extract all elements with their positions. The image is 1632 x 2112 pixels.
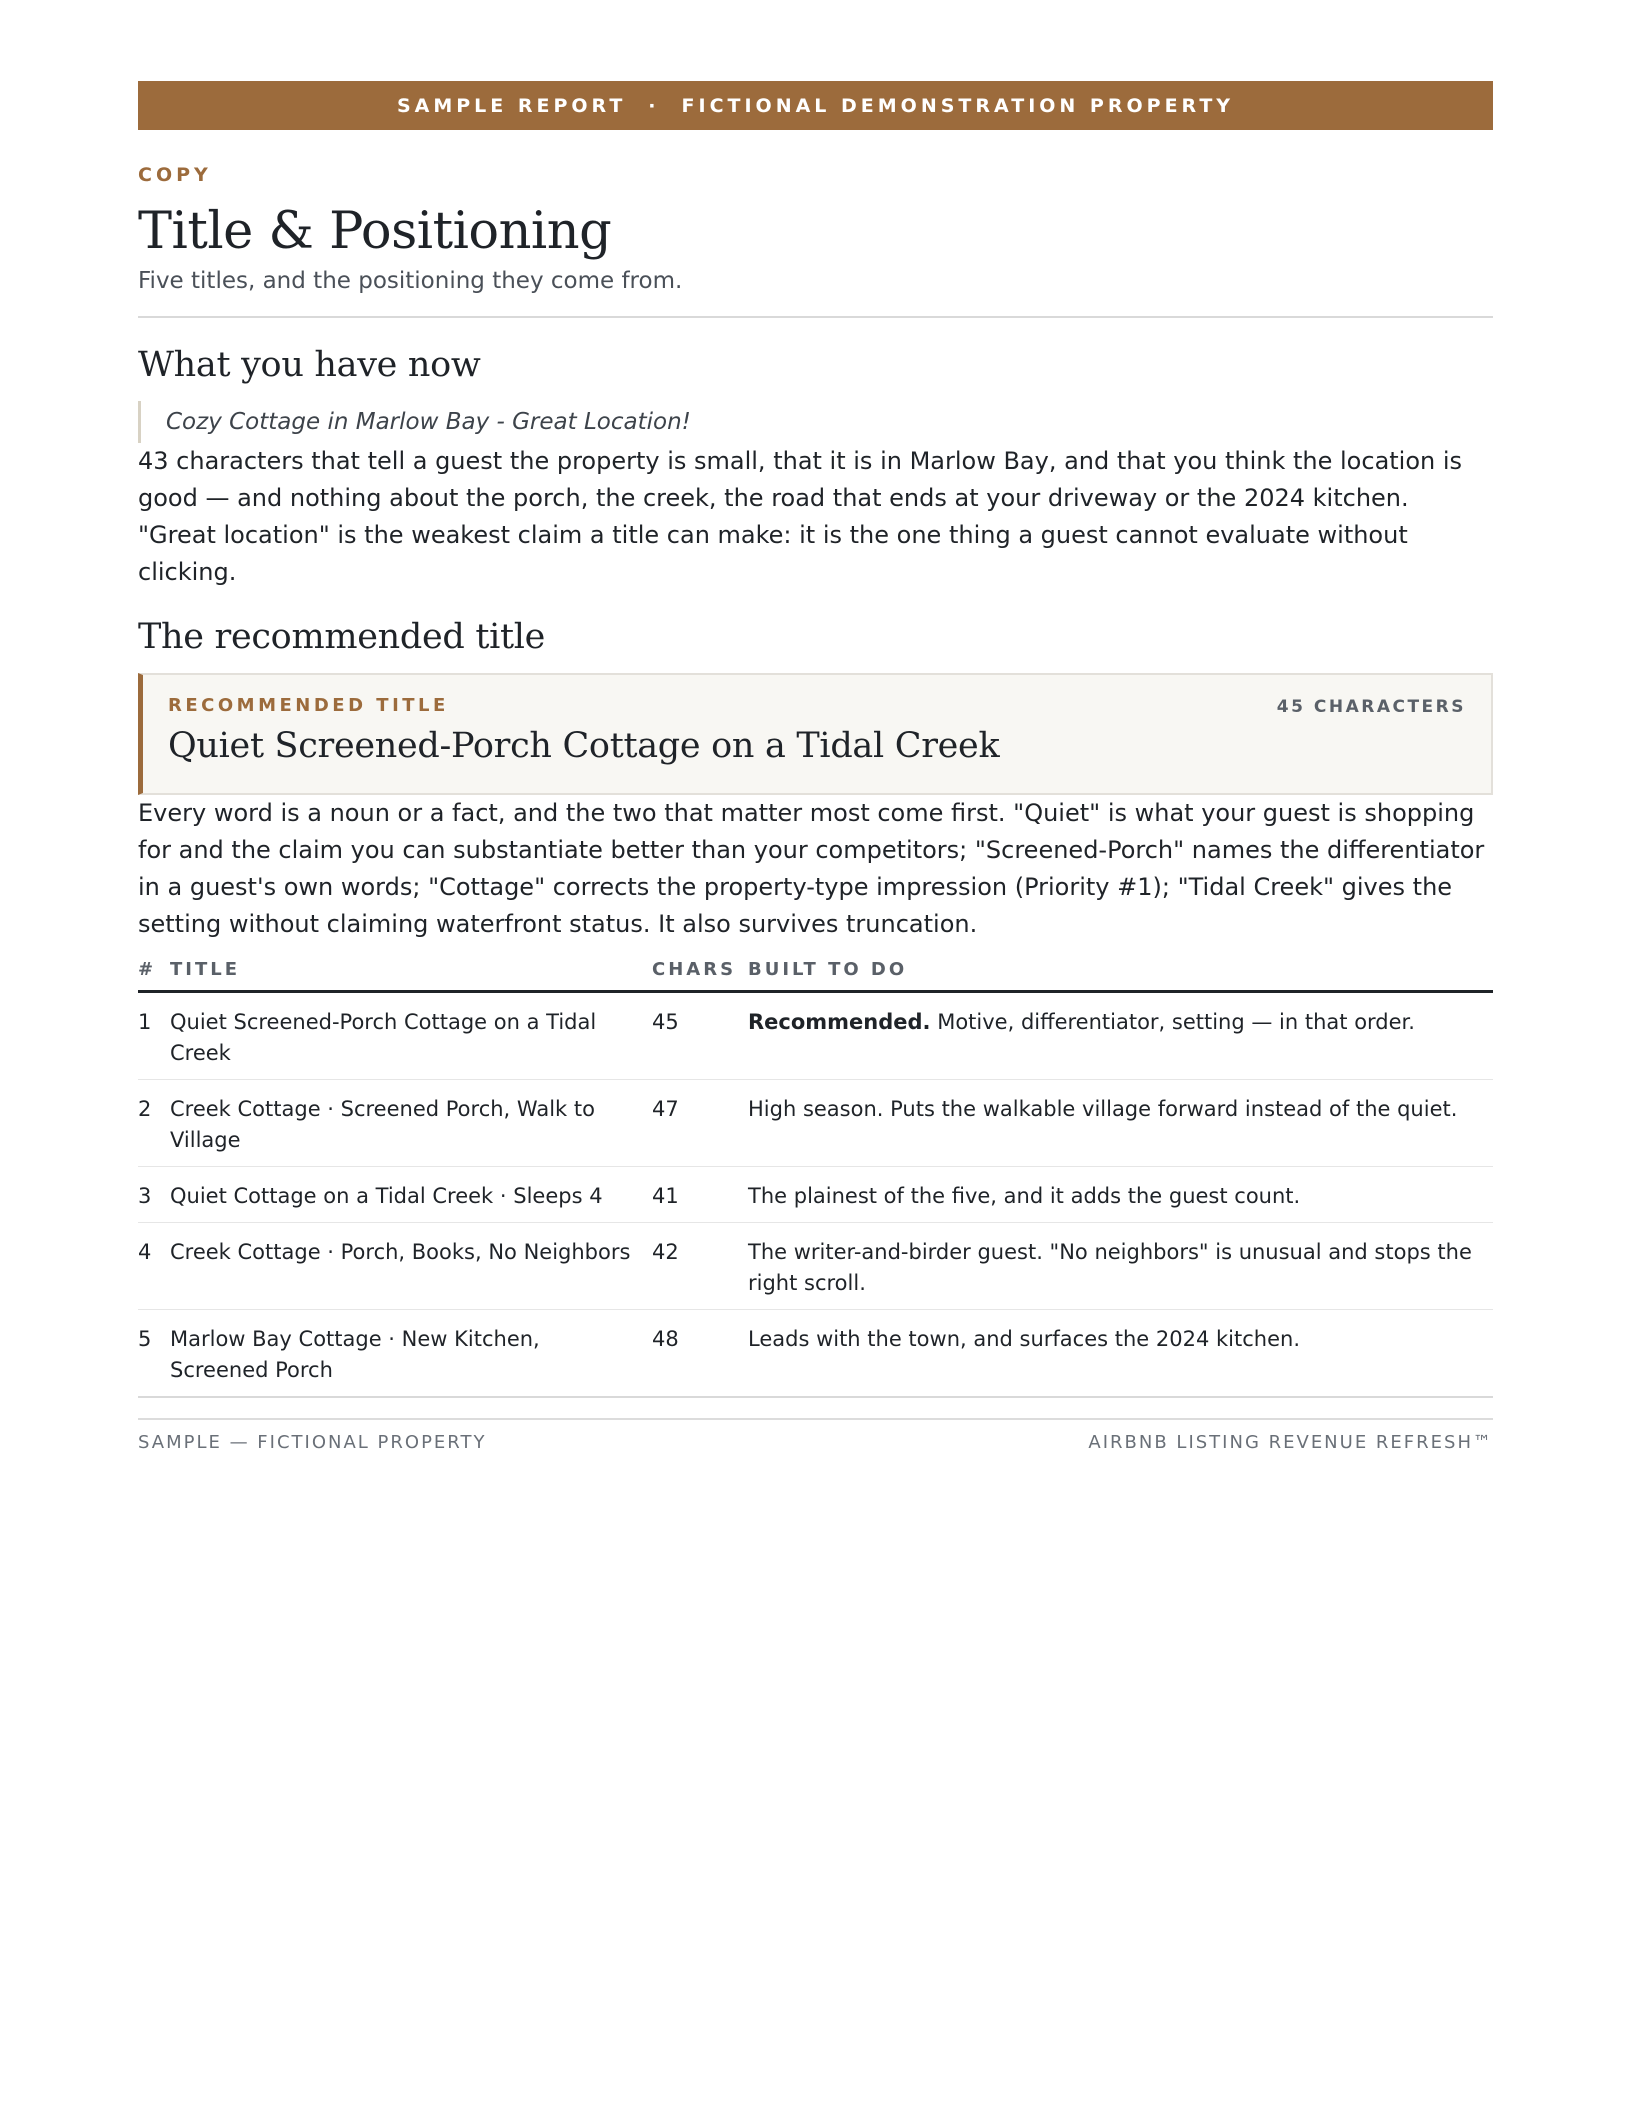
column-header-num: # <box>138 955 170 992</box>
footer-left-text: SAMPLE — FICTIONAL PROPERTY <box>138 1432 487 1453</box>
row-built-text: Motive, differentiator, setting — in that order. <box>930 1010 1415 1034</box>
row-number: 5 <box>138 1310 170 1398</box>
banner-separator: · <box>648 94 660 117</box>
row-built-text: The writer-and-birder guest. "No neighbors" is unusual and stops the right scroll. <box>748 1240 1472 1295</box>
row-built-emphasis: Recommended. <box>748 1010 931 1034</box>
row-built <box>748 992 1493 1080</box>
row-built-text: High season. Puts the walkable village forward instead of the quiet. <box>748 1097 1458 1121</box>
row-number: 2 <box>138 1080 170 1167</box>
row-number: 3 <box>138 1167 170 1223</box>
recommended-title-heading: The recommended title <box>138 617 546 657</box>
row-chars: 48 <box>652 1310 748 1398</box>
row-built <box>748 1310 1493 1398</box>
page-footer <box>138 1418 1493 1453</box>
row-built <box>748 1223 1493 1310</box>
table-row <box>138 1310 1493 1398</box>
recommended-title-label: RECOMMENDED TITLE <box>168 695 449 716</box>
current-title-quote: Cozy Cottage in Marlow Bay - Great Location! <box>138 401 1493 443</box>
table-row <box>138 1223 1493 1310</box>
row-chars: 47 <box>652 1080 748 1167</box>
column-header-title: TITLE <box>170 955 652 992</box>
section-eyebrow: COPY <box>138 164 212 186</box>
recommended-title-card <box>138 673 1493 795</box>
row-number: 4 <box>138 1223 170 1310</box>
row-title: Quiet Cottage on a Tidal Creek · Sleeps 4 <box>170 1167 652 1223</box>
table-row <box>138 992 1493 1080</box>
row-title: Creek Cottage · Screened Porch, Walk to Village <box>170 1080 652 1167</box>
banner-right-text: FICTIONAL DEMONSTRATION PROPERTY <box>681 94 1235 117</box>
page-title: Title & Positioning <box>138 202 612 261</box>
report-banner <box>138 81 1493 130</box>
current-title-heading: What you have now <box>138 345 481 385</box>
table-row <box>138 1167 1493 1223</box>
recommended-title-text: Quiet Screened-Porch Cottage on a Tidal Creek <box>168 726 1000 766</box>
row-chars: 41 <box>652 1167 748 1223</box>
recommended-title-rationale: Every word is a noun or a fact, and the two that matter most come first. "Quiet" is what your guest is shopping for and the claim you can substantiate better than your competitors; "Screened-Porch" names the differentiator in a guest's own words; "Cottage" corrects the property-type impression (Priority #1); "Tidal Creek" gives the setting without claiming waterfront status. It also survives truncation. <box>138 799 1485 938</box>
row-chars: 45 <box>652 992 748 1080</box>
row-title: Marlow Bay Cottage · New Kitchen, Screened Porch <box>170 1310 652 1398</box>
page-subtitle: Five titles, and the positioning they come from. <box>138 268 683 294</box>
footer-right-text: AIRBNB LISTING REVENUE REFRESH™ <box>1088 1432 1493 1453</box>
row-title: Quiet Screened-Porch Cottage on a Tidal Creek <box>170 992 652 1080</box>
row-built-text: Leads with the town, and surfaces the 2024 kitchen. <box>748 1327 1301 1351</box>
title-divider <box>138 316 1493 318</box>
current-title-analysis: 43 characters that tell a guest the property is small, that it is in Marlow Bay, and that you think the location is good — and nothing about the porch, the creek, the road that ends at your driveway or the 2024 kitchen. "Great location" is the weakest claim a title can make: it is the one thing a guest cannot evaluate without clicking. <box>138 447 1463 586</box>
column-header-built: BUILT TO DO <box>748 955 1493 992</box>
banner-left-text: SAMPLE REPORT <box>396 94 627 117</box>
table-header-row <box>138 955 1493 992</box>
column-header-chars: CHARS <box>652 955 748 992</box>
row-chars: 42 <box>652 1223 748 1310</box>
report-page <box>138 81 1493 1453</box>
recommended-title-char-count: 45 CHARACTERS <box>1276 697 1466 717</box>
row-title: Creek Cottage · Porch, Books, No Neighbors <box>170 1223 652 1310</box>
row-built-text: The plainest of the five, and it adds the guest count. <box>748 1184 1301 1208</box>
title-options-table <box>138 955 1493 1398</box>
row-built <box>748 1167 1493 1223</box>
row-built <box>748 1080 1493 1167</box>
row-number: 1 <box>138 992 170 1080</box>
table-row <box>138 1080 1493 1167</box>
